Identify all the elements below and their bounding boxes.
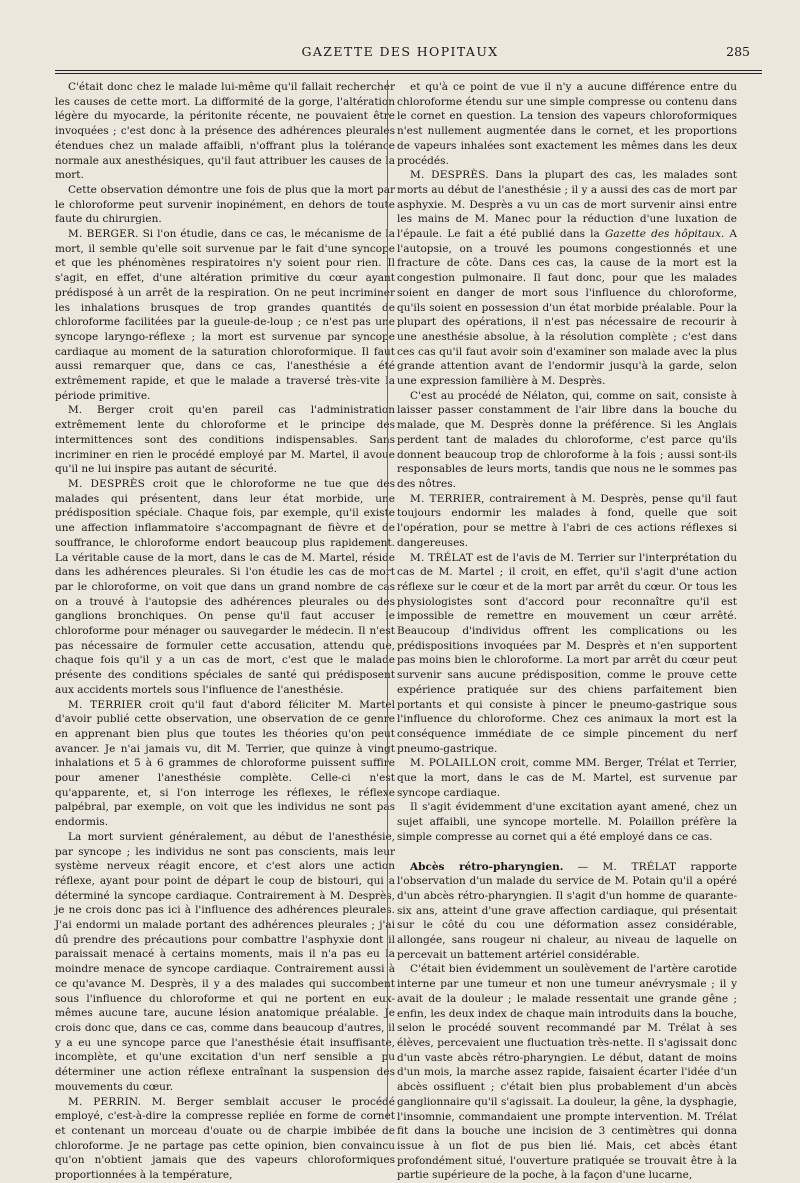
paragraph bbox=[55, 227, 395, 403]
paragraph-text: croit qu'il faut d'abord féliciter M. Martel d'avoir publié cette observation, une observation de ce genre en apprenant bien plus que toutes les théories qu'on peut avancer. Je n'ai jamais vu, dit M. Terrier, que quinze à vingt inhalations et 5 à 6 grammes de chloroforme puissent suffire pour amener l'anesthésie complète. Celle-ci n'est qu'apparente, et, si l'on interroge les réflexes, le réflexe palpébral, par exemple, on voit que les individus ne sont pas endormis. bbox=[55, 698, 395, 829]
paragraph-text: et qu'à ce point de vue il n'y a aucune différence entre du chloroforme étendu sur une simple compresse ou contenu dans le cornet en question. La tension des vapeurs chloroformiques n'est nullement augmentée dans le cornet, et les proportions de vapeurs inhalées sont exactement les mêmes dans les deux procédés. bbox=[397, 81, 737, 167]
speaker-name: M. DESPRÈS. bbox=[410, 169, 489, 182]
left-column bbox=[55, 80, 396, 1182]
paragraph bbox=[397, 756, 737, 800]
paragraph-gap bbox=[397, 845, 737, 860]
speaker-name: M. BERGER. bbox=[68, 228, 139, 241]
paragraph-text: Il s'agit évidemment d'une excitation ayant amené, chez un sujet affaibli, une syncope mortelle. M. Polaillon préfère la simple compresse au cornet qui a été employé dans ce cas. bbox=[397, 801, 737, 843]
paragraph-text: Si l'on étudie, dans ce cas, le mécanisme de la mort, il semble qu'elle soit survenue par le fait d'une syncope et que les phénomènes respiratoires n'y soient pour rien. Il s'agit, en effet, d'une altération primitive du cœur ayant prédisposé à un arrêt de la respiration. On ne peut incriminer les inhalations brusques de trop grandes quantités de chloroforme facilitées par la gueule-de-loup ; ce n'est pas une syncope laryngo-réflexe ; la mort est survenue par syncope cardiaque au moment de la saturation chloroformique. Il faut aussi remarquer que, dans ce cas, l'anesthésie a été extrêmement rapide, et que le malade a traversé très-vite la période primitive. bbox=[55, 228, 395, 402]
speaker-name: M. TERRIER, bbox=[410, 492, 485, 505]
running-title: GAZETTE DES HOPITAUX bbox=[301, 44, 499, 59]
journal-title: Gazette des hôpitaux bbox=[604, 228, 721, 241]
paragraph bbox=[55, 477, 395, 698]
paragraph-text: C'était bien évidemment un soulèvement de l'artère carotide interne par une tumeur et non une tumeur anévrysmale ; il y avait de la douleur ; le malade ressentait une grande gêne ; enfin, les deux index de chaque main introduits dans la bouche, selon le procédé souvent recommandé par M. Trélat à ses élèves, percevaient une fluctuation très-nette. Il s'agissait donc d'un vaste abcès rétro-pharyngien. Le début, datant de moins d'un mois, la marche assez rapide, faisaient écarter l'idée d'un abcès ossifluent ; c'était bien plus probablement d'un abcès ganglionnaire qu'il s'agissait. La douleur, la gêne, la dysphagie, l'insomnie, commandaient une prompte intervention. M. Trélat fit dans la bouche une incision de 3 centimètres qui donna issue à un flot de pus bien lié. Mais, cet abcès étant profondément situé, l'ouverture pratiquée se trouvait être à la partie supérieure de la poche, à la façon d'une lucarne, bbox=[397, 963, 737, 1182]
speaker-name: M. PERRIN. bbox=[68, 1095, 142, 1108]
speaker-name: M. TRÉLAT bbox=[410, 551, 474, 564]
header-rule-top bbox=[55, 70, 762, 71]
paragraph-text: M. Berger croit qu'en pareil cas l'administration extrêmement lente du chloroforme et le principe des intermittences sont des conditions indispensables. Sans incriminer en rien le procédé employé par M. Martel, il avoue qu'il ne lui inspire pas autant de sécurité. bbox=[55, 404, 395, 476]
paragraph: Abcès rétro-pharyngien. — M. TRÉLAT rapporte l'observation d'un malade du service de M. Potain qu'il a opéré d'un abcès rétro-pharyngien. Il s'agit d'un homme de quarante-six ans, atteint d'une grave affection cardiaque, qui présentait sur le côté du cou une déformation assez considérable, allongée, sans rougeur ni chaleur, au niveau de laquelle on percevait un battement artériel considérable. bbox=[397, 860, 737, 961]
speaker-name: M. DESPRÈS bbox=[68, 477, 146, 490]
section-heading: Abcès rétro-pharyngien. bbox=[410, 860, 564, 873]
paragraph bbox=[55, 183, 395, 227]
paragraph bbox=[397, 492, 737, 551]
paragraph bbox=[55, 403, 395, 477]
paragraph-text: C'était donc chez le malade lui-même qu'il fallait rechercher les causes de cette mort. La difformité de la gorge, l'altération légère du myocarde, la péritonite récente, ne pouvaient être invoquées ; c'est donc à la présence des adhérences pleurales étendues chez un malade affaibli, n'offrant plus la tolérance normale aux anesthésiques, qu'il faut attribuer les causes de la mort. bbox=[55, 81, 395, 182]
paragraph bbox=[397, 389, 737, 492]
speaker-name: M. POLAILLON bbox=[410, 757, 497, 770]
paragraph bbox=[397, 80, 737, 168]
paragraph-text: est de l'avis de M. Terrier sur l'interprétation du cas de M. Martel ; il croit, en effet, qu'il s'agit d'une action réflexe sur le cœur et de la mort par arrêt du cœur. Or tous les physiologistes sont d'accord pour reconnaître qu'il est impossible de remettre en mouvement un cœur arrêté. Beaucoup d'individus offrent les complications ou les prédispositions invoquées par M. Desprès et n'en supportent pas moins bien le chloroforme. La mort par arrêt du cœur peut survenir sans aucune prédisposition, comme le prouve cette expérience pratiquée sur des chiens parfaitement bien portants et qui consiste à pincer le pneumo-gastrique sous l'influence du chloroforme. Chez ces animaux la mort est la conséquence immédiate de ce simple pincement du nerf pneumo-gastrique. bbox=[397, 551, 737, 755]
paragraph-text: Cette observation démontre une fois de plus que la mort par le chloroforme peut survenir inopinément, en dehors de toute faute du chirurgien. bbox=[55, 183, 395, 226]
paragraph-text: Dans la plupart des cas, les malades sont morts au début de l'anesthésie ; il y a aussi des cas de mort par asphyxie. M. Desprès a vu un cas de mort survenir ainsi entre les mains de M. Manec pour la réduction d'une luxation de l'épaule. Le fait a été publié dans la Gazette des hôpitaux. A l'autopsie, on a trouvé les poumons congestionnés et une fracture de côte. Dans ces cas, la cause de la mort est la congestion pulmonaire. Il faut donc, pour que les malades soient en danger de mort sous l'influence du chloroforme, qu'ils soient en possession d'un état morbide préalable. Pour la plupart des opérations, il n'est pas nécessaire de recourir à une anesthésie absolue, à la résolution complète ; c'est dans ces cas qu'il faut avoir soin d'examiner son malade avec la plus grande attention avant de l'endormir jusqu'à la garde, selon une expression familière à M. Desprès. bbox=[397, 169, 738, 388]
paragraph-text: contrairement à M. Desprès, pense qu'il faut toujours endormir les malades à fond, quelle que soit l'opération, pour se mettre à l'abri de ces actions réflexes si dangereuses. bbox=[397, 492, 737, 549]
paragraph-text: C'est au procédé de Nélaton, qui, comme on sait, consiste à laisser passer constamment de l'air libre dans la bouche du malade, que M. Desprès donne la préférence. Si les Anglais perdent tant de malades du chloroforme, c'est parce qu'ils donnent beaucoup trop de chloroforme à la fois ; aussi sont-ils responsables de leurs morts, tandis que nous ne le sommes pas des nôtres. bbox=[397, 389, 737, 490]
paragraph-text: rapporte l'observation d'un malade du service de M. Potain qu'il a opéré d'un abcès rétro-pharyngien. Il s'agit d'un homme de quarante-six ans, atteint d'une grave affection cardiaque, qui présentait sur le côté du cou une déformation assez considérable, allongée, sans rougeur ni chaleur, au niveau de laquelle on percevait un battement artériel considérable. bbox=[397, 860, 737, 961]
paragraph bbox=[55, 80, 395, 183]
speaker-name: M. TRÉLAT bbox=[602, 860, 677, 873]
paragraph bbox=[55, 1095, 395, 1183]
page-number: 285 bbox=[726, 44, 750, 59]
paragraph bbox=[397, 168, 737, 389]
column-divider bbox=[387, 80, 388, 1120]
paragraph-text: M. Berger semblait accuser le procédé employé, c'est-à-dire la compresse repliée en forme de cornet et contenant un morceau d'ouate ou de charpie imbibée de chloroforme. Je ne partage pas cette opinion, bien convaincu qu'on n'obtient jamais que des vapeurs chloroformiques proportionnées à la température, bbox=[55, 1095, 395, 1182]
paragraph-text: croit que le chloroforme ne tue que des malades qui présentent, dans leur état morbide, une prédisposition spéciale. Chaque fois, par exemple, qu'il existe une affection inflammatoire s'accompagnant de fièvre et de souffrance, le chloroforme endort beaucoup plus rapidement. La véritable cause de la mort, dans le cas de M. Martel, réside dans les adhérences pleurales. Si l'on étudie les cas de mort par le chloroforme, on voit que dans un grand nombre de cas on a trouvé à l'autopsie des adhérences pleurales ou des ganglions bronchiques. On pense qu'il faut accuser le chloroforme pour ménager ou sauvegarder le médecin. Il n'est pas nécessaire de formuler cette accusation, attendu que, chaque fois qu'il y a un cas de mort, c'est que le malade présente des conditions spéciales de santé qui prédisposent aux accidents mortels sous l'influence de l'anesthésie. bbox=[55, 477, 396, 696]
paragraph-text: croit, comme MM. Berger, Trélat et Terrier, que la mort, dans le cas de M. Martel, est survenue par syncope cardiaque. bbox=[397, 757, 737, 799]
paragraph bbox=[397, 551, 737, 757]
right-column bbox=[397, 80, 738, 1182]
header-rule-bottom bbox=[55, 73, 762, 74]
speaker-name: M. TERRIER bbox=[68, 698, 142, 711]
paragraph bbox=[397, 962, 737, 1183]
paragraph bbox=[55, 830, 395, 1095]
paragraph-text: La mort survient généralement, au début de l'anesthésie, par syncope ; les individus ne sont pas conscients, mais leur système nerveux réagit encore, et c'est alors une action réflexe, ayant pour point de départ le coup de bistouri, qui a déterminé la syncope cardiaque. Contrairement à M. Desprès, je ne crois donc pas ici à l'influence des adhérences pleurales. J'ai endormi un malade portant des adhérences pleurales ; j'ai dû prendre des précautions pour combattre l'asphyxie dont il paraissait menacé à certains moments, mais il n'a pas eu la moindre menace de syncope cardiaque. Contrairement aussi à ce qu'avance M. Desprès, il y a des malades qui succombent sous l'influence du chloroforme et qui ne portent en eux-mêmes aucune tare, aucune lésion anatomique préalable. Je crois donc que, dans ce cas, comme dans beaucoup d'autres, il y a eu une syncope parce que l'anesthésie était insuffisante, incomplète, et qu'une excitation d'un nerf sensible a pu déterminer une action réflexe entraînant la suspension des mouvements du cœur. bbox=[55, 830, 395, 1093]
paragraph bbox=[397, 800, 737, 844]
page-header bbox=[30, 42, 770, 64]
paragraph bbox=[55, 698, 395, 830]
